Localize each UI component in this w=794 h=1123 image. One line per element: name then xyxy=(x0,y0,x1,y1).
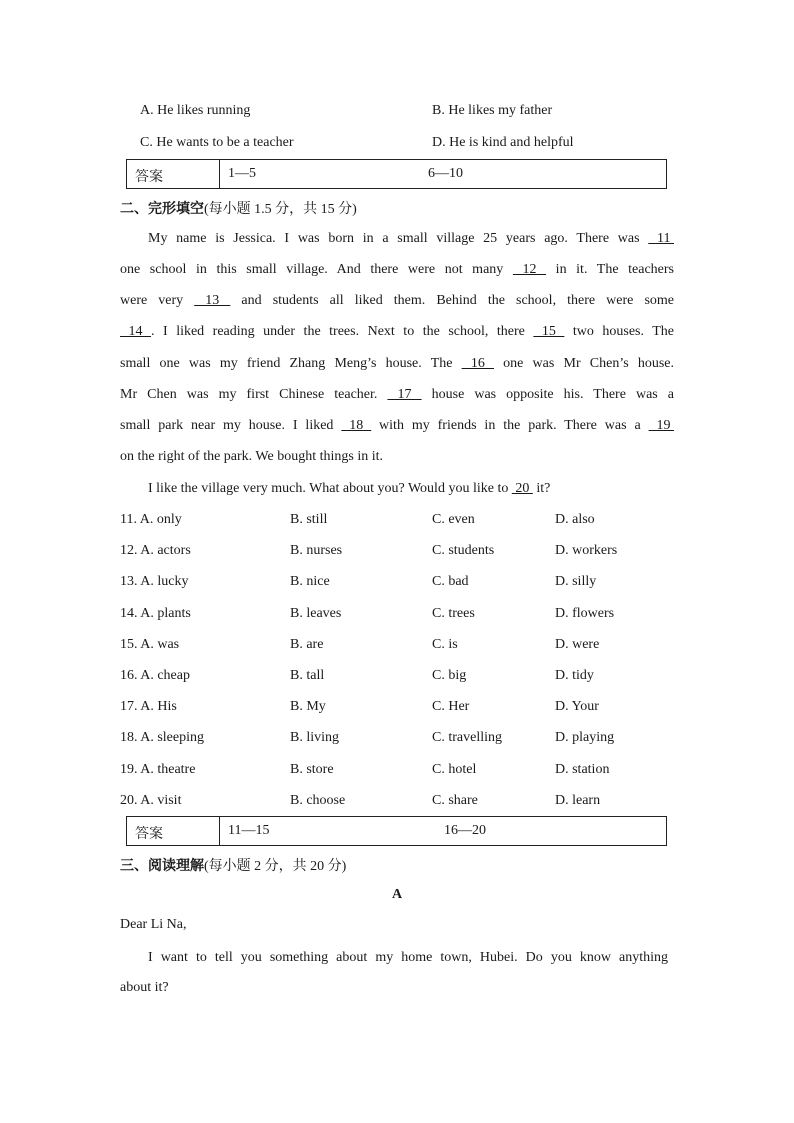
option-b: B. still xyxy=(290,512,328,527)
answer-range-1: 11—15 xyxy=(228,823,270,838)
passage-line xyxy=(120,354,674,374)
passage-text: . I liked reading under the trees. Next to the school, there xyxy=(151,324,534,339)
option-a: 13. A. lucky xyxy=(120,574,189,590)
option-c: C. big xyxy=(432,668,467,683)
option-a: 20. A. visit xyxy=(120,792,182,808)
option-b: B. tall xyxy=(290,668,325,683)
option-d: D. workers xyxy=(555,543,618,559)
option-b: B. choose xyxy=(290,792,346,808)
passage-line xyxy=(148,479,626,499)
option-10a: A. He likes running xyxy=(140,103,251,118)
answer-box-label: 答案 xyxy=(135,170,163,185)
option-d: D. also xyxy=(555,512,595,527)
option-c: C. is xyxy=(432,636,458,652)
option-d: D. Your xyxy=(555,699,599,715)
option-a: 17. A. His xyxy=(120,699,177,715)
option-c: C. share xyxy=(432,792,478,808)
blank-16: 16 xyxy=(461,356,494,371)
option-d: D. learn xyxy=(555,792,601,808)
reading-part-label: A xyxy=(391,887,403,902)
option-c: C. travelling xyxy=(432,730,502,746)
option-a: 12. A. actors xyxy=(120,543,191,559)
option-a: 16. A. cheap xyxy=(120,668,190,683)
option-b: B. leaves xyxy=(290,605,342,621)
blank-12: 12 xyxy=(512,262,547,277)
passage-text: one was Mr Chen’s house. xyxy=(494,356,675,371)
option-10d: D. He is kind and helpful xyxy=(432,135,574,150)
option-d: D. tidy xyxy=(555,668,594,683)
option-d: D. flowers xyxy=(555,605,615,621)
blank-17: 17 xyxy=(387,387,422,402)
option-d: D. playing xyxy=(555,730,615,746)
option-b: B. are xyxy=(290,636,324,652)
section-heading-cloze: 二、完形填空(每小题 1.5 分，共 15 分) xyxy=(120,201,357,217)
blank-14: 14 xyxy=(120,324,152,339)
letter-line-2: about it? xyxy=(120,980,169,995)
passage-text: My name is Jessica. I was born in a small village 25 years ago. There was xyxy=(148,231,649,246)
blank-20: 20 xyxy=(511,481,533,496)
option-c: C. hotel xyxy=(432,761,477,777)
option-c: C. even xyxy=(432,512,475,527)
option-10c: C. He wants to be a teacher xyxy=(140,135,294,150)
blank-13: 13 xyxy=(194,293,231,308)
passage-text: Mr Chen was my first Chinese teacher. xyxy=(120,387,388,402)
passage-line xyxy=(148,229,674,249)
answer-range-2: 6—10 xyxy=(428,166,463,181)
passage-text: small one was my friend Zhang Meng’s house. The xyxy=(120,356,462,371)
passage-line xyxy=(120,260,674,280)
passage-text: house was opposite his. There was a xyxy=(421,387,675,402)
passage-text: and students all liked them. Behind the school, there were some xyxy=(230,293,675,308)
option-d: D. station xyxy=(555,761,610,777)
option-a: 14. A. plants xyxy=(120,605,191,621)
passage-text: small park near my house. I liked xyxy=(120,418,342,433)
option-a: 15. A. was xyxy=(120,636,180,652)
blank-15: 15 xyxy=(533,324,565,339)
blank-18: 18 xyxy=(341,418,372,433)
answer-box-1 xyxy=(126,159,667,189)
option-c: C. trees xyxy=(432,605,475,621)
passage-text: in it. The teachers xyxy=(546,262,674,277)
option-b: B. store xyxy=(290,761,334,777)
option-b: B. nurses xyxy=(290,543,343,559)
option-b: B. My xyxy=(290,699,326,715)
passage-text: two houses. The xyxy=(564,324,675,339)
option-c: C. Her xyxy=(432,699,470,715)
answer-box-label: 答案 xyxy=(135,827,163,842)
section-heading-reading: 三、阅读理解(每小题 2 分，共 20 分) xyxy=(120,858,347,874)
letter-line-1: I want to tell you something about my home town, Hubei. Do you know anything xyxy=(148,950,668,965)
option-b: B. nice xyxy=(290,574,330,590)
option-c: C. bad xyxy=(432,574,469,590)
passage-line xyxy=(120,322,674,342)
option-d: D. were xyxy=(555,636,600,652)
passage-text: one school in this small village. And there were not many xyxy=(120,262,513,277)
option-b: B. living xyxy=(290,730,340,746)
blank-19: 19 xyxy=(648,418,675,433)
passage-text: on the right of the park. We bought things in it. xyxy=(120,449,384,464)
passage-line xyxy=(120,447,674,467)
passage-line xyxy=(120,291,674,311)
option-d: D. silly xyxy=(555,574,597,590)
option-a: 18. A. sleeping xyxy=(120,730,204,746)
passage-text: I like the village very much. What about you? Would you like to xyxy=(148,481,512,496)
blank-11: 11 xyxy=(648,231,674,246)
passage-line xyxy=(120,416,674,436)
passage-text: it? xyxy=(532,481,551,496)
option-c: C. students xyxy=(432,543,495,559)
passage-line xyxy=(120,385,674,405)
option-a: 11. A. only xyxy=(120,512,182,527)
letter-greeting: Dear Li Na, xyxy=(120,917,187,932)
option-10b: B. He likes my father xyxy=(432,103,553,118)
answer-range-1: 1—5 xyxy=(228,166,256,181)
passage-text: with my friends in the park. There was a xyxy=(371,418,649,433)
passage-text: were very xyxy=(120,293,195,308)
option-a: 19. A. theatre xyxy=(120,761,196,777)
answer-box-2 xyxy=(126,816,667,846)
answer-range-2: 16—20 xyxy=(444,823,486,838)
